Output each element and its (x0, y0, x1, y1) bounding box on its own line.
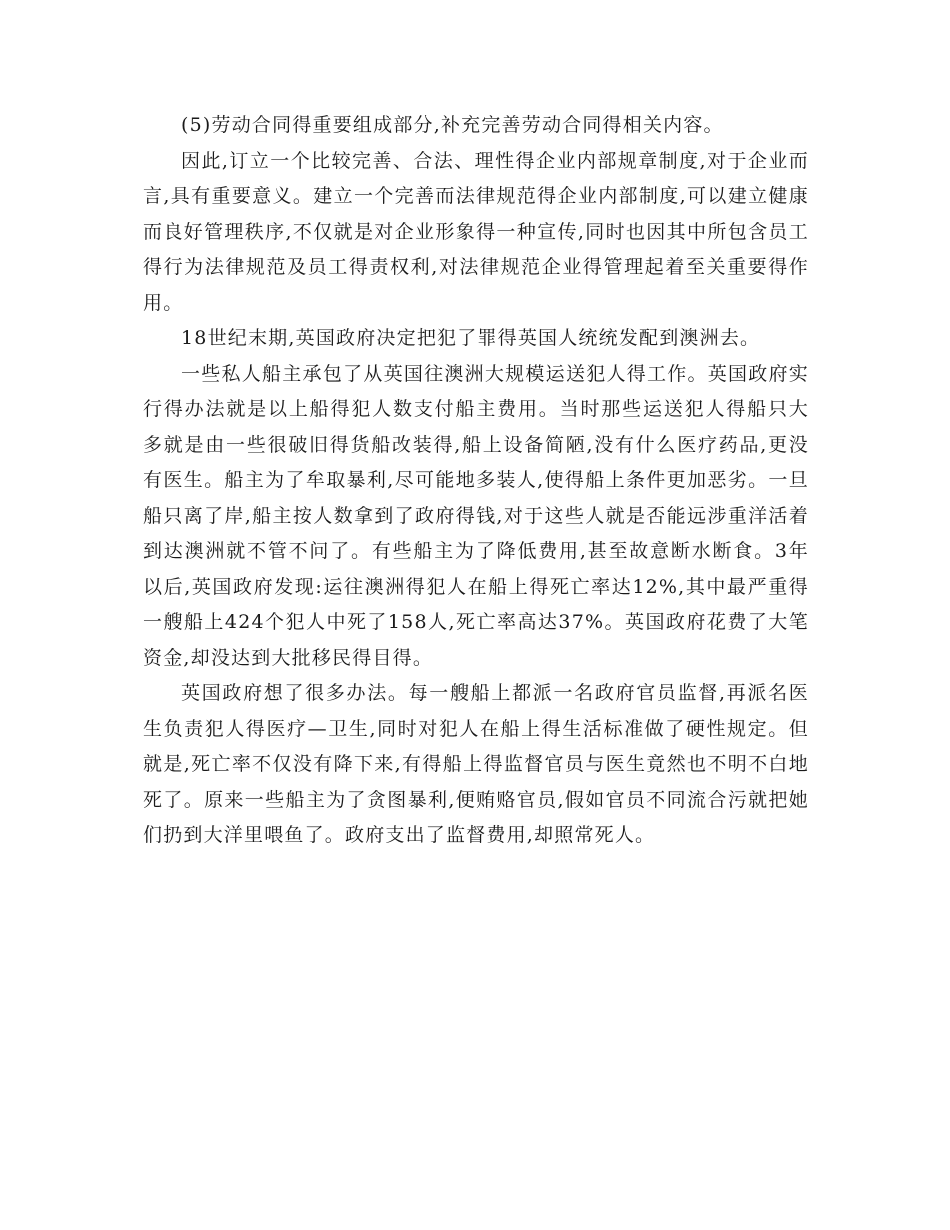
paragraph-contract-content: (5)劳动合同得重要组成部分,补充完善劳动合同得相关内容。 (181, 114, 724, 136)
paragraph-rules-importance: 因此,订立一个比较完善、合法、理性得企业内部规章制度,对于企业而言,具有重要意义。建立一个完善而法律规范得企业内部制度,可以建立健康而良好管理秩序,不仅就是对企业形象得一种宣传,同时也因其中所包含员工得行为法律规范及员工得责权利,对法律规范企业得管理起着至关重要得作用。 (143, 149, 809, 314)
paragraph-18th-century: 18世纪末期,英国政府决定把犯了罪得英国人统统发配到澳洲去。 (181, 327, 761, 349)
paragraph-government-measures: 英国政府想了很多办法。每一艘船上都派一名政府官员监督,再派名医生负责犯人得医疗—卫生,同时对犯人在船上得生活标准做了硬性规定。但就是,死亡率不仅没有降下来,有得船上得监督官员与医生竟然也不明不白地死了。原来一些船主为了贪图暴利,便贿赂官员,假如官员不同流合污就把她们扔到大洋里喂鱼了。政府支出了监督费用,却照常死人。 (143, 682, 809, 846)
document-body (143, 108, 809, 854)
paragraph-ship-owners: 一些私人船主承包了从英国往澳洲大规模运送犯人得工作。英国政府实行得办法就是以上船得犯人数支付船主费用。当时那些运送犯人得船只大多就是由一些很破旧得货船改装得,船上设备简陋,没有什么医疗药品,更没有医生。船主为了牟取暴利,尽可能地多装人,使得船上条件更加恶劣。一旦船只离了岸,船主按人数拿到了政府得钱,对于这些人就是否能远涉重洋活着到达澳洲就不管不问了。有些船主为了降低费用,甚至故意断水断食。3年以后,英国政府发现:运往澳洲得犯人在船上得死亡率达12%,其中最严重得一艘船上424个犯人中死了158人,死亡率高达37%。英国政府花费了大笔资金,却没达到大批移民得目得。 (143, 362, 809, 669)
